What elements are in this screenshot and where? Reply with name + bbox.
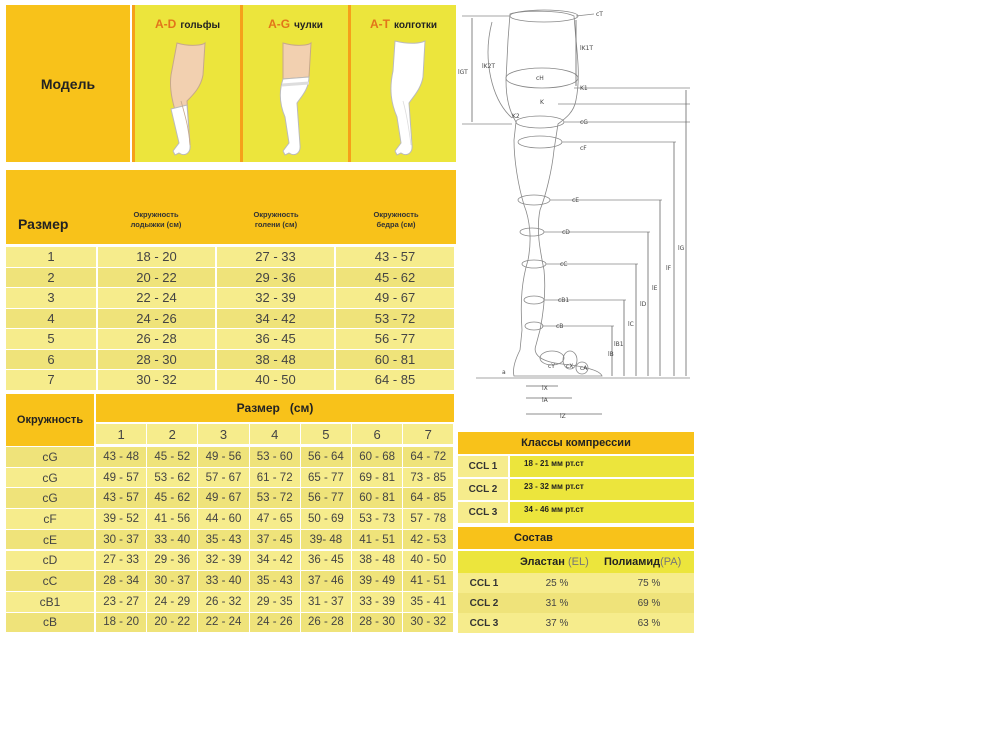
model-panel-at <box>348 5 456 162</box>
model-panel-ag <box>240 5 348 162</box>
circ-size-heading: Размер (см) <box>96 394 454 422</box>
size-number: 2 <box>6 268 96 288</box>
circ-range-cell: 30 - 37 <box>96 530 146 550</box>
circ-size-number: 6 <box>352 424 402 444</box>
composition-elastane: 37 % <box>510 613 604 633</box>
size-range-cell: 56 - 77 <box>336 329 454 349</box>
circ-range-cell: 29 - 36 <box>147 551 197 571</box>
circ-size-number: 5 <box>301 424 351 444</box>
composition-header <box>458 551 694 573</box>
model-panel-ad <box>132 5 240 162</box>
circ-range-cell: 64 - 85 <box>403 488 453 508</box>
circ-range-cell: 26 - 32 <box>198 592 248 612</box>
label-lB: lB <box>608 351 614 358</box>
size-range-cell: 53 - 72 <box>336 309 454 329</box>
circ-range-cell: 30 - 32 <box>403 613 453 633</box>
circ-range-cell: 20 - 22 <box>147 613 197 633</box>
circ-range-cell: 45 - 62 <box>147 488 197 508</box>
label-cH: cH <box>536 75 544 82</box>
circ-size-number: 7 <box>403 424 453 444</box>
circ-range-cell: 22 - 24 <box>198 613 248 633</box>
size-number: 3 <box>6 288 96 308</box>
composition-polyamide: 75 % <box>604 573 694 593</box>
circ-size-number: 2 <box>147 424 197 444</box>
size-range-cell: 45 - 62 <box>336 268 454 288</box>
circ-row-name: cG <box>6 488 94 508</box>
label-cE: cE <box>572 197 580 204</box>
label-lE: lE <box>652 285 658 292</box>
label-cB1: cB1 <box>558 297 570 304</box>
size-number: 6 <box>6 350 96 370</box>
size-range-cell: 26 - 28 <box>98 329 215 349</box>
label-K: K <box>540 99 544 106</box>
circ-range-cell: 26 - 28 <box>301 613 351 633</box>
circ-range-cell: 29 - 35 <box>250 592 300 612</box>
leg-measurement-diagram <box>458 0 700 430</box>
composition-class: CCL 3 <box>458 613 510 633</box>
size-range-cell: 60 - 81 <box>336 350 454 370</box>
label-cF: cF <box>580 145 587 152</box>
circ-range-cell: 41 - 51 <box>352 530 402 550</box>
circ-row-name: cB <box>6 613 94 633</box>
compression-title: Классы компрессии <box>458 432 694 454</box>
compression-pressure: 18 - 21 мм рт.ст <box>510 456 694 477</box>
circ-range-cell: 41 - 51 <box>403 571 453 591</box>
circ-size-number: 1 <box>96 424 146 444</box>
compression-class: CCL 3 <box>458 502 508 523</box>
circ-range-cell: 32 - 39 <box>198 551 248 571</box>
label-lF: lF <box>666 265 672 272</box>
circ-range-cell: 28 - 34 <box>96 571 146 591</box>
label-lB1: lB1 <box>614 341 624 348</box>
circ-range-cell: 24 - 26 <box>250 613 300 633</box>
circ-range-cell: 43 - 57 <box>96 488 146 508</box>
circ-range-cell: 44 - 60 <box>198 509 248 529</box>
size-range-cell: 30 - 32 <box>98 370 215 390</box>
circ-range-cell: 69 - 81 <box>352 468 402 488</box>
size-range-cell: 20 - 22 <box>98 268 215 288</box>
circ-row-name: cG <box>6 468 94 488</box>
circ-range-cell: 34 - 42 <box>250 551 300 571</box>
label-lZ: lZ <box>560 413 566 420</box>
label-cD: cD <box>562 229 570 236</box>
circ-range-cell: 40 - 50 <box>403 551 453 571</box>
label-lD: lD <box>640 301 647 308</box>
size-heading: Размер <box>18 216 69 232</box>
circ-range-cell: 35 - 43 <box>250 571 300 591</box>
label-cA: cA <box>580 365 588 372</box>
compression-pressure: 34 - 46 мм рт.ст <box>510 502 694 523</box>
circ-range-cell: 73 - 85 <box>403 468 453 488</box>
circ-range-cell: 39- 48 <box>301 530 351 550</box>
circ-range-cell: 56 - 64 <box>301 447 351 467</box>
stockings-illustration <box>243 5 348 162</box>
circ-range-cell: 60 - 68 <box>352 447 402 467</box>
model-title-at: A-T колготки <box>369 17 438 31</box>
label-cY: cY <box>548 363 555 370</box>
circ-range-cell: 41 - 56 <box>147 509 197 529</box>
size-range-cell: 22 - 24 <box>98 288 215 308</box>
circ-row-name: cD <box>6 551 94 571</box>
circ-range-cell: 65 - 77 <box>301 468 351 488</box>
knee-socks-illustration <box>135 5 240 162</box>
circ-range-cell: 60 - 81 <box>352 488 402 508</box>
circ-range-cell: 27 - 33 <box>96 551 146 571</box>
circ-range-cell: 23 - 27 <box>96 592 146 612</box>
circ-range-cell: 33 - 40 <box>147 530 197 550</box>
model-label: Модель <box>6 5 130 162</box>
circ-row-name: cB1 <box>6 592 94 612</box>
compression-class: CCL 2 <box>458 479 508 500</box>
label-lC: lC <box>628 321 634 328</box>
composition-elastane: 31 % <box>510 593 604 613</box>
circ-range-cell: 47 - 65 <box>250 509 300 529</box>
label-lG: lG <box>678 245 685 252</box>
label-cG: cG <box>580 119 588 126</box>
label-K1: K1 <box>580 85 588 92</box>
circ-label: Окружность <box>6 394 94 446</box>
circ-range-cell: 57 - 67 <box>198 468 248 488</box>
composition-col-pa: Полиамид(PA) <box>604 556 682 568</box>
label-lK1T: lK1T <box>580 45 594 52</box>
label-lGT: lGT <box>458 69 468 76</box>
label-K2: K2 <box>512 113 520 120</box>
size-range-cell: 38 - 48 <box>217 350 334 370</box>
label-cX: cX <box>566 363 574 370</box>
circ-range-cell: 50 - 69 <box>301 509 351 529</box>
label-cT: cT <box>596 11 603 18</box>
circ-range-cell: 24 - 29 <box>147 592 197 612</box>
circ-range-cell: 53 - 73 <box>352 509 402 529</box>
size-col-calf: Окружность голени (см) <box>253 210 299 229</box>
circ-range-cell: 42 - 53 <box>403 530 453 550</box>
size-number: 1 <box>6 247 96 267</box>
composition-title: Состав <box>458 527 694 549</box>
size-range-cell: 32 - 39 <box>217 288 334 308</box>
size-number: 5 <box>6 329 96 349</box>
size-range-cell: 27 - 33 <box>217 247 334 267</box>
circ-range-cell: 49 - 57 <box>96 468 146 488</box>
compression-class: CCL 1 <box>458 456 508 477</box>
circ-range-cell: 49 - 56 <box>198 447 248 467</box>
size-range-cell: 36 - 45 <box>217 329 334 349</box>
size-range-cell: 49 - 67 <box>336 288 454 308</box>
circ-row-name: cG <box>6 447 94 467</box>
circ-range-cell: 35 - 43 <box>198 530 248 550</box>
composition-col-el: Эластан (EL) <box>520 556 589 568</box>
circ-size-number: 3 <box>198 424 248 444</box>
tights-illustration <box>351 5 456 162</box>
label-lK2T: lK2T <box>482 63 496 70</box>
circ-range-cell: 30 - 37 <box>147 571 197 591</box>
size-table-header <box>6 170 456 244</box>
circ-range-cell: 36 - 45 <box>301 551 351 571</box>
composition-polyamide: 69 % <box>604 593 694 613</box>
circ-range-cell: 33 - 40 <box>198 571 248 591</box>
size-number: 4 <box>6 309 96 329</box>
label-cC: cC <box>560 261 568 268</box>
circ-range-cell: 53 - 60 <box>250 447 300 467</box>
circ-range-cell: 53 - 62 <box>147 468 197 488</box>
circ-row-name: cF <box>6 509 94 529</box>
size-range-cell: 34 - 42 <box>217 309 334 329</box>
size-range-cell: 18 - 20 <box>98 247 215 267</box>
circ-range-cell: 33 - 39 <box>352 592 402 612</box>
circ-range-cell: 31 - 37 <box>301 592 351 612</box>
size-range-cell: 43 - 57 <box>336 247 454 267</box>
circ-range-cell: 53 - 72 <box>250 488 300 508</box>
size-range-cell: 24 - 26 <box>98 309 215 329</box>
size-number: 7 <box>6 370 96 390</box>
circ-range-cell: 37 - 45 <box>250 530 300 550</box>
circ-range-cell: 43 - 48 <box>96 447 146 467</box>
label-lA: lA <box>542 397 548 404</box>
model-title-ag: A-G чулки <box>268 17 323 31</box>
size-col-thigh: Окружность бедра (см) <box>373 210 419 229</box>
circ-range-cell: 39 - 49 <box>352 571 402 591</box>
circ-range-cell: 28 - 30 <box>352 613 402 633</box>
composition-elastane: 25 % <box>510 573 604 593</box>
composition-polyamide: 63 % <box>604 613 694 633</box>
compression-pressure: 23 - 32 мм рт.ст <box>510 479 694 500</box>
label-cB: cB <box>556 323 564 330</box>
circ-range-cell: 64 - 72 <box>403 447 453 467</box>
circ-range-cell: 56 - 77 <box>301 488 351 508</box>
circ-range-cell: 35 - 41 <box>403 592 453 612</box>
circ-row-name: cE <box>6 530 94 550</box>
circ-range-cell: 45 - 52 <box>147 447 197 467</box>
circ-range-cell: 57 - 78 <box>403 509 453 529</box>
size-range-cell: 40 - 50 <box>217 370 334 390</box>
size-range-cell: 29 - 36 <box>217 268 334 288</box>
model-title-ad: A-D гольфы <box>154 17 220 31</box>
composition-class: CCL 2 <box>458 593 510 613</box>
composition-class: CCL 1 <box>458 573 510 593</box>
circ-range-cell: 18 - 20 <box>96 613 146 633</box>
circ-row-name: cC <box>6 571 94 591</box>
label-a: a <box>502 369 506 376</box>
circ-range-cell: 49 - 67 <box>198 488 248 508</box>
circ-size-number: 4 <box>250 424 300 444</box>
size-range-cell: 64 - 85 <box>336 370 454 390</box>
size-range-cell: 28 - 30 <box>98 350 215 370</box>
label-lX: lX <box>542 385 548 392</box>
circ-range-cell: 38 - 48 <box>352 551 402 571</box>
size-col-ankle: Окружность лодыжки (см) <box>130 210 182 229</box>
circ-range-cell: 39 - 52 <box>96 509 146 529</box>
circ-range-cell: 37 - 46 <box>301 571 351 591</box>
circ-range-cell: 61 - 72 <box>250 468 300 488</box>
